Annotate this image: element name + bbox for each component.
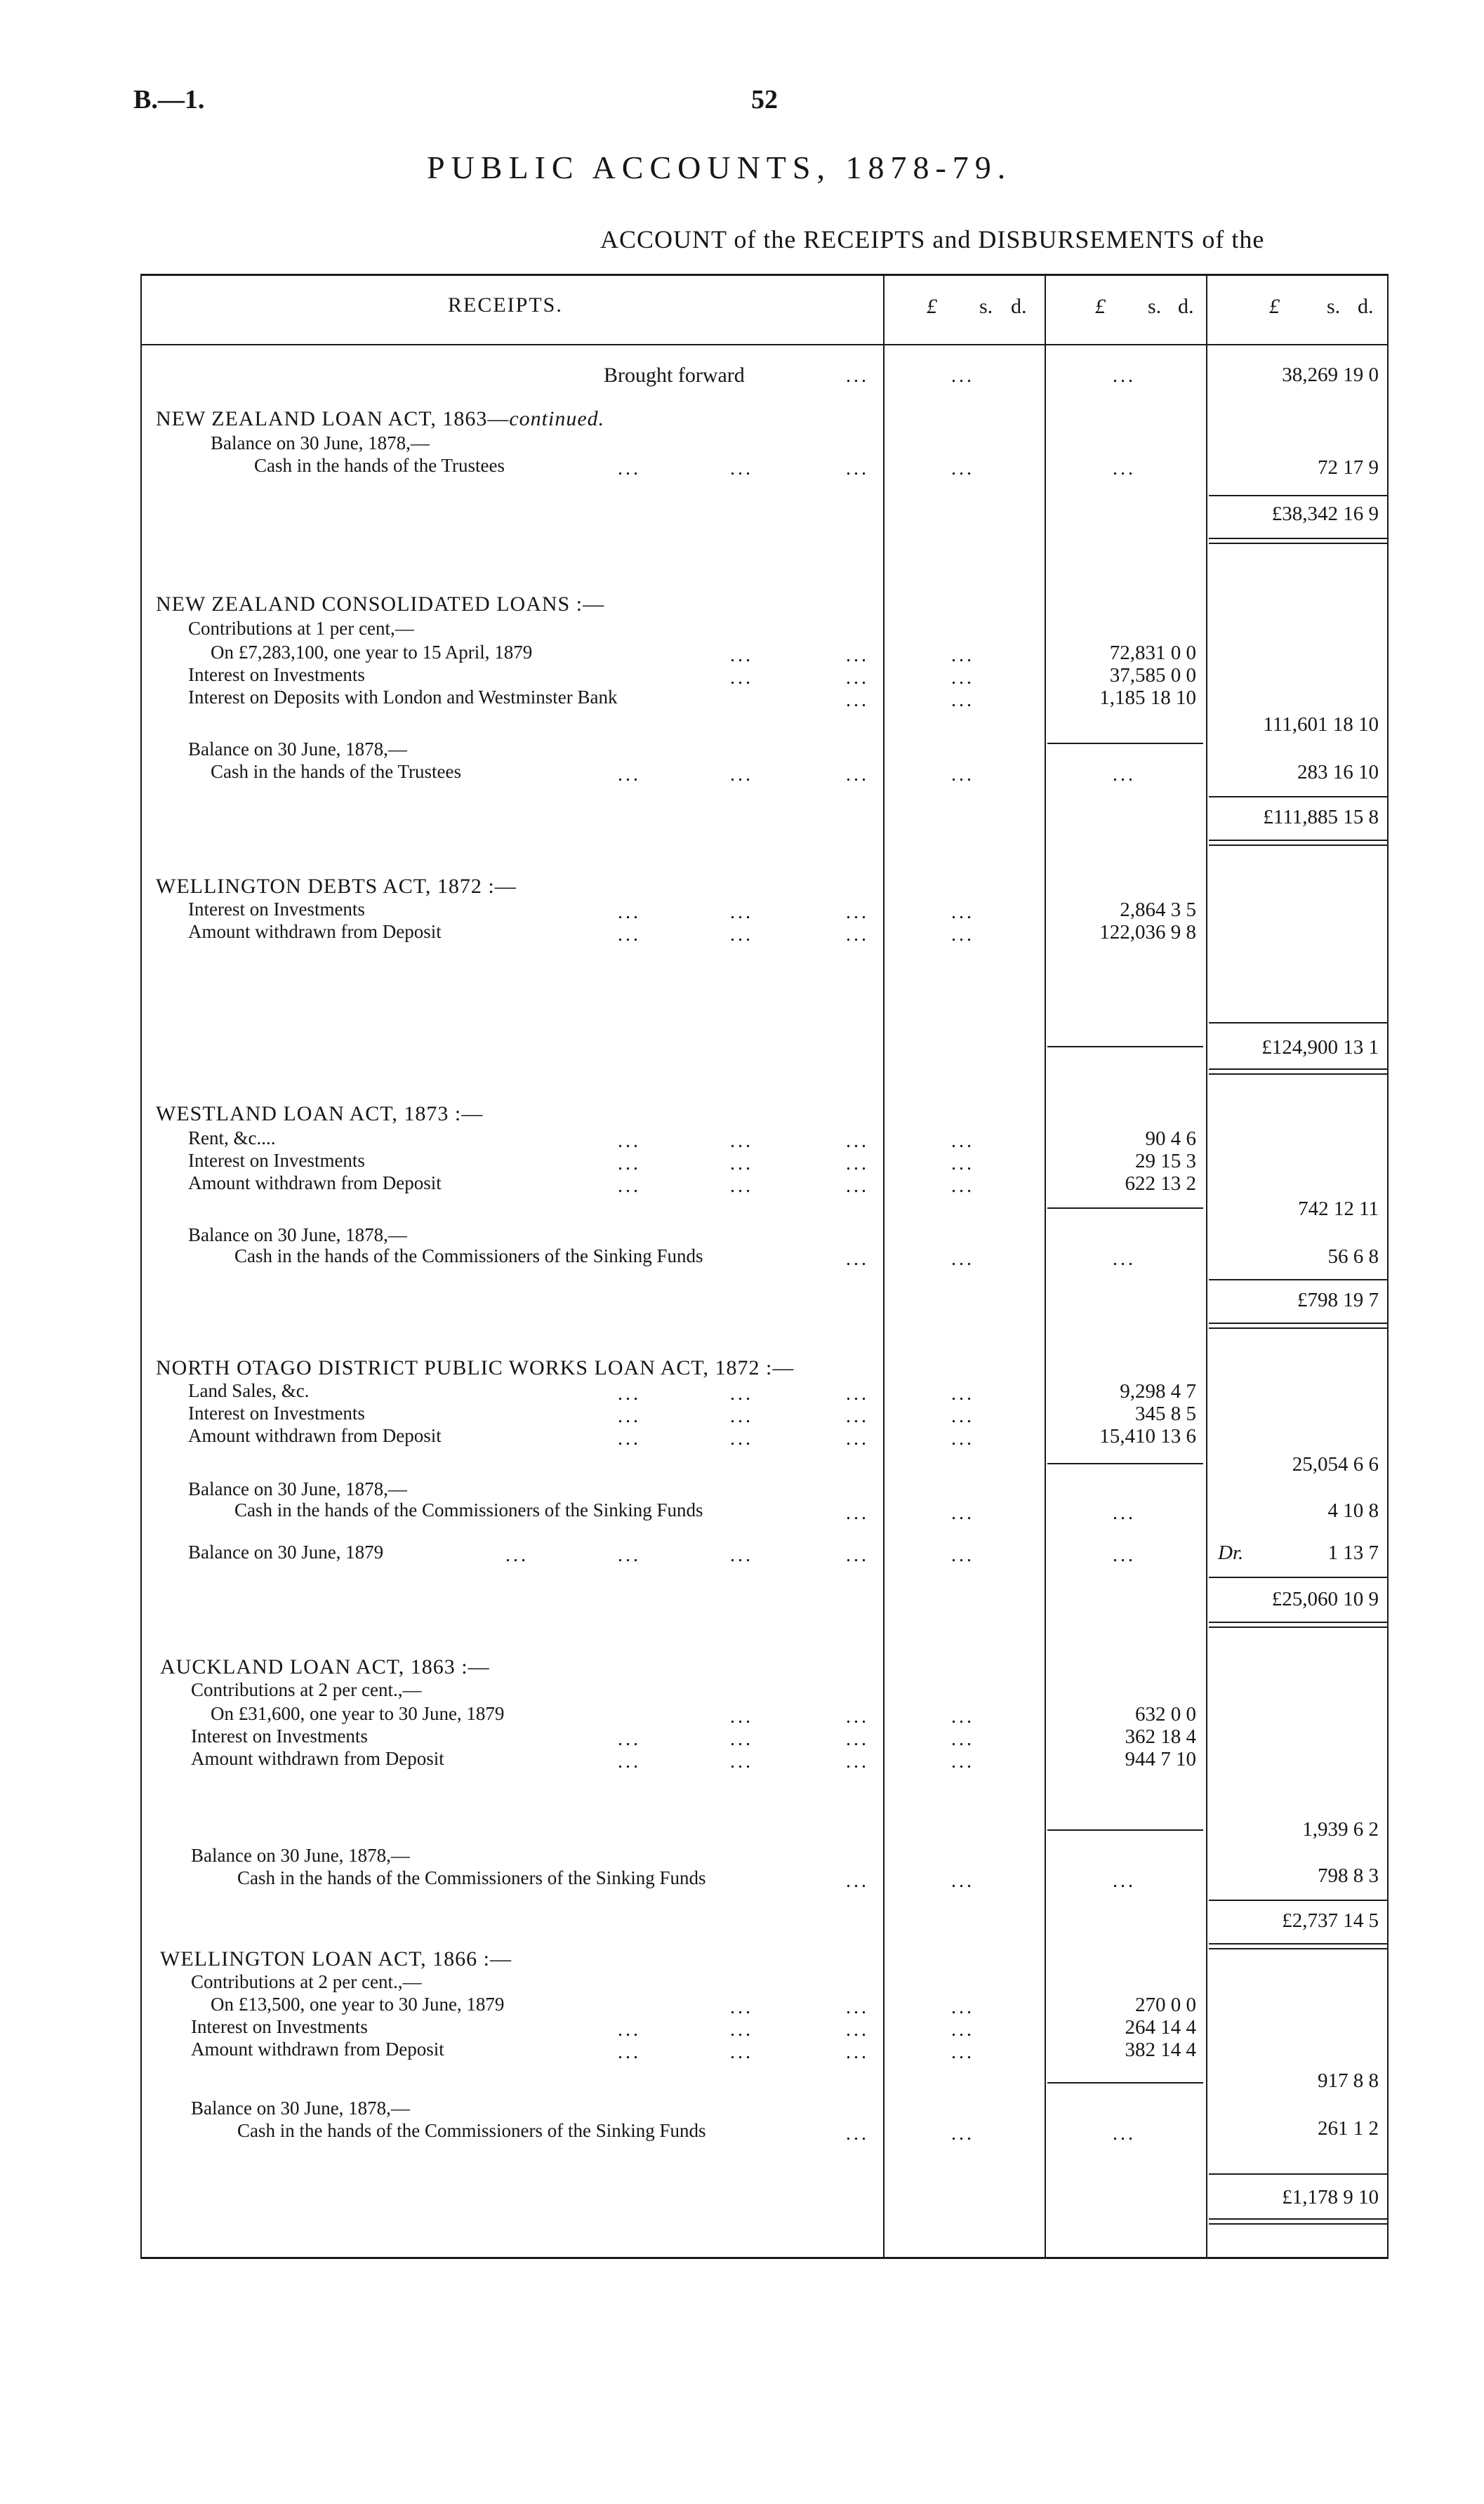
- ellipsis: ...: [618, 2019, 641, 2041]
- ellipsis: ...: [618, 1175, 641, 1197]
- left-border: [140, 274, 142, 2259]
- cash-label: Cash in the hands of the Trustees: [254, 455, 505, 476]
- section-title-westland: WESTLAND LOAN ACT, 1873 :—: [156, 1102, 484, 1125]
- balance-label: Balance on 30 June, 1878,—: [211, 432, 430, 453]
- ellipsis: ...: [951, 1383, 974, 1405]
- ellipsis: ...: [1113, 1544, 1136, 1566]
- ellipsis: ...: [951, 2041, 974, 2063]
- ellipsis: ...: [730, 1428, 753, 1450]
- ellipsis: ...: [951, 1996, 974, 2018]
- row-label: Land Sales, &c.: [188, 1380, 310, 1401]
- subtotal-rule: [1047, 1829, 1203, 1831]
- ellipsis: ...: [1113, 458, 1136, 479]
- contributions-label: Contributions at 2 per cent.,—: [191, 1679, 422, 1700]
- row-label: Interest on Investments: [188, 899, 365, 920]
- section-title-nz-consolidated: NEW ZEALAND CONSOLIDATED LOANS :—: [156, 592, 605, 616]
- total-rule: [1209, 1577, 1387, 1578]
- row-amount: 632 0 0: [1135, 1703, 1196, 1725]
- ellipsis: ...: [846, 644, 869, 666]
- grand-total: £2,737 14 5: [1282, 1909, 1379, 1932]
- row-amount: 90 4 6: [1145, 1127, 1196, 1150]
- row-label: Amount withdrawn from Deposit: [191, 2039, 444, 2060]
- row-amount: 270 0 0: [1135, 1994, 1196, 2016]
- row-label: Amount withdrawn from Deposit: [188, 1172, 442, 1193]
- cash-amount: 283 16 10: [1297, 761, 1379, 783]
- row-amount: 2,864 3 5: [1120, 899, 1196, 921]
- ellipsis: ...: [846, 901, 869, 923]
- row-label: Amount withdrawn from Deposit: [191, 1748, 444, 1769]
- ellipsis: ...: [951, 1544, 974, 1566]
- ellipsis: ...: [951, 901, 974, 923]
- header-bottom-rule: [140, 344, 1389, 345]
- ellipsis: ...: [1113, 1502, 1136, 1524]
- subtotal: 742 12 11: [1298, 1198, 1379, 1220]
- ellipsis: ...: [951, 1175, 974, 1197]
- ellipsis: ...: [951, 1502, 974, 1524]
- ellipsis: ...: [951, 667, 974, 689]
- row-label: On £7,283,100, one year to 15 April, 1879: [211, 642, 533, 663]
- row-label: Interest on Investments: [191, 2016, 368, 2037]
- ellipsis: ...: [846, 2041, 869, 2063]
- ellipsis: ...: [730, 667, 753, 689]
- ellipsis: ...: [846, 1728, 869, 1750]
- ellipsis: ...: [846, 689, 869, 711]
- ellipsis: ...: [951, 458, 974, 479]
- ellipsis: ...: [846, 1870, 869, 1892]
- double-rule: [1209, 840, 1387, 841]
- ellipsis: ...: [1113, 1248, 1136, 1270]
- subtotal: 1,939 6 2: [1302, 1818, 1379, 1841]
- col-divider-1: [883, 274, 885, 2259]
- ellipsis: ...: [730, 2041, 753, 2063]
- subtotal-rule: [1047, 1207, 1203, 1209]
- grand-total: £124,900 13 1: [1261, 1036, 1379, 1059]
- section-title-nz-loan-1863: NEW ZEALAND LOAN ACT, 1863—continued.: [156, 407, 605, 430]
- ellipsis: ...: [618, 764, 641, 786]
- ellipsis: ...: [730, 764, 753, 786]
- ellipsis: ...: [618, 1130, 641, 1152]
- ellipsis: ...: [1113, 1870, 1136, 1892]
- double-rule: [1209, 1323, 1387, 1324]
- ellipsis: ...: [951, 689, 974, 711]
- double-rule: [1209, 1073, 1387, 1075]
- cash-amount: 72 17 9: [1318, 456, 1379, 479]
- ellipsis: ...: [730, 1175, 753, 1197]
- row-amount: 944 7 10: [1125, 1748, 1196, 1770]
- cash-label: Cash in the hands of the Commissioners of the Sinking Funds: [237, 2120, 706, 2141]
- cash-label: Cash in the hands of the Commissioners of the Sinking Funds: [234, 1245, 703, 1266]
- ellipsis: ...: [846, 1405, 869, 1427]
- brought-forward-total: 38,269 19 0: [1282, 364, 1379, 386]
- row-amount: 122,036 9 8: [1099, 921, 1196, 943]
- ellipsis: ...: [730, 2019, 753, 2041]
- section-title-wellington-loan: WELLINGTON LOAN ACT, 1866 :—: [160, 1947, 512, 1970]
- contributions-label: Contributions at 2 per cent.,—: [191, 1971, 422, 1992]
- ellipsis: ...: [618, 2041, 641, 2063]
- ellipsis: ...: [951, 1706, 974, 1728]
- row-amount: 37,585 0 0: [1109, 664, 1196, 687]
- ellipsis: ...: [951, 1405, 974, 1427]
- row-label: Interest on Investments: [188, 664, 365, 685]
- balance-label: Balance on 30 June, 1878,—: [191, 1845, 410, 1866]
- ellipsis: ...: [505, 1544, 529, 1566]
- total-rule: [1209, 495, 1387, 496]
- balance-1879-amount: 1 13 7: [1327, 1542, 1379, 1564]
- row-amount: 362 18 4: [1125, 1725, 1196, 1748]
- grand-total: £798 19 7: [1297, 1289, 1379, 1311]
- page-number: 52: [751, 85, 778, 114]
- total-rule: [1209, 1022, 1387, 1024]
- total-rule: [1209, 1279, 1387, 1280]
- grand-total: £111,885 15 8: [1263, 806, 1379, 828]
- row-label: Amount withdrawn from Deposit: [188, 1425, 442, 1446]
- ellipsis: ...: [846, 764, 869, 786]
- ellipsis: ...: [846, 667, 869, 689]
- row-label: Rent, &c....: [188, 1127, 276, 1148]
- subtotal: 917 8 8: [1318, 2069, 1379, 2092]
- ellipsis: ...: [951, 2019, 974, 2041]
- ellipsis: ...: [846, 1751, 869, 1773]
- balance-label: Balance on 30 June, 1878,—: [188, 1478, 407, 1499]
- ellipsis: ...: [618, 458, 641, 479]
- row-label: Interest on Deposits with London and Westminster Bank: [188, 687, 618, 708]
- balance-1879-label: Balance on 30 June, 1879: [188, 1542, 384, 1563]
- ellipsis: ...: [846, 1383, 869, 1405]
- ellipsis: ...: [846, 1153, 869, 1174]
- row-label: On £31,600, one year to 30 June, 1879: [211, 1703, 505, 1724]
- balance-label: Balance on 30 June, 1878,—: [188, 738, 407, 760]
- ellipsis: ...: [730, 1130, 753, 1152]
- cash-amount: 4 10 8: [1327, 1499, 1379, 1522]
- cash-label: Cash in the hands of the Commissioners of the Sinking Funds: [237, 1867, 706, 1888]
- ellipsis: ...: [618, 1751, 641, 1773]
- cash-label: Cash in the hands of the Trustees: [211, 761, 461, 782]
- section-title-wellington-debts: WELLINGTON DEBTS ACT, 1872 :—: [156, 875, 517, 898]
- ellipsis: ...: [951, 1728, 974, 1750]
- row-amount: 264 14 4: [1125, 2016, 1196, 2039]
- double-rule: [1209, 543, 1387, 544]
- ellipsis: ...: [846, 365, 869, 387]
- brought-forward-label: Brought forward: [604, 364, 745, 387]
- ellipsis: ...: [951, 1153, 974, 1174]
- row-amount: 345 8 5: [1135, 1403, 1196, 1425]
- row-label: Interest on Investments: [188, 1150, 365, 1171]
- cash-label: Cash in the hands of the Commissioners of the Sinking Funds: [234, 1499, 703, 1521]
- cash-amount: 261 1 2: [1318, 2117, 1379, 2140]
- ellipsis: ...: [846, 1248, 869, 1270]
- ellipsis: ...: [730, 1751, 753, 1773]
- grand-total: £25,060 10 9: [1271, 1588, 1379, 1610]
- row-amount: 29 15 3: [1135, 1150, 1196, 1172]
- ellipsis: ...: [951, 1130, 974, 1152]
- row-amount: 15,410 13 6: [1099, 1425, 1196, 1448]
- double-rule: [1209, 1327, 1387, 1329]
- ellipsis: ...: [846, 2123, 869, 2145]
- double-rule: [1209, 1627, 1387, 1628]
- ellipsis: ...: [846, 1706, 869, 1728]
- double-rule: [1209, 1948, 1387, 1949]
- ellipsis: ...: [951, 365, 974, 387]
- row-label: On £13,500, one year to 30 June, 1879: [211, 1994, 505, 2015]
- cash-amount: 798 8 3: [1318, 1864, 1379, 1887]
- col-divider-2: [1045, 274, 1046, 2259]
- receipts-column-header: RECEIPTS.: [448, 293, 563, 317]
- ellipsis: ...: [951, 2123, 974, 2145]
- ellipsis: ...: [846, 1175, 869, 1197]
- ellipsis: ...: [618, 1405, 641, 1427]
- ellipsis: ...: [618, 924, 641, 946]
- document-reference: B.—1.: [133, 85, 205, 114]
- table-bottom-rule: [140, 2257, 1389, 2259]
- ellipsis: ...: [618, 1153, 641, 1174]
- grand-total: £1,178 9 10: [1282, 2186, 1379, 2208]
- ellipsis: ...: [951, 1870, 974, 1892]
- ellipsis: ...: [846, 458, 869, 479]
- ellipsis: ...: [730, 1728, 753, 1750]
- ellipsis: ...: [846, 924, 869, 946]
- ellipsis: ...: [1113, 365, 1136, 387]
- ellipsis: ...: [730, 1405, 753, 1427]
- account-subtitle: ACCOUNT of the RECEIPTS and DISBURSEMENTS of the: [600, 225, 1265, 253]
- section-title-north-otago: NORTH OTAGO DISTRICT PUBLIC WORKS LOAN ACT, 1872 :—: [156, 1356, 795, 1379]
- ellipsis: ...: [730, 901, 753, 923]
- ellipsis: ...: [846, 1502, 869, 1524]
- ellipsis: ...: [951, 644, 974, 666]
- double-rule: [1209, 844, 1387, 846]
- row-amount: 72,831 0 0: [1109, 642, 1196, 664]
- subtotal-rule: [1047, 2082, 1203, 2084]
- ellipsis: ...: [1113, 2123, 1136, 2145]
- total-rule: [1209, 1900, 1387, 1901]
- ellipsis: ...: [730, 1544, 753, 1566]
- double-rule: [1209, 2218, 1387, 2220]
- double-rule: [1209, 1068, 1387, 1070]
- ellipsis: ...: [730, 458, 753, 479]
- right-border: [1387, 274, 1389, 2259]
- grand-total: £38,342 16 9: [1271, 503, 1379, 525]
- double-rule: [1209, 2223, 1387, 2225]
- ellipsis: ...: [618, 1728, 641, 1750]
- subtotal-rule: [1047, 743, 1203, 744]
- cash-amount: 56 6 8: [1327, 1245, 1379, 1268]
- ellipsis: ...: [846, 1544, 869, 1566]
- total-rule: [1209, 2173, 1387, 2175]
- section-title-auckland: AUCKLAND LOAN ACT, 1863 :—: [160, 1655, 490, 1678]
- ellipsis: ...: [618, 1383, 641, 1405]
- ellipsis: ...: [846, 1130, 869, 1152]
- ellipsis: ...: [618, 1544, 641, 1566]
- total-rule: [1209, 796, 1387, 797]
- col-divider-3: [1206, 274, 1207, 2259]
- balance-label: Balance on 30 June, 1878,—: [188, 1224, 407, 1245]
- double-rule: [1209, 538, 1387, 539]
- ellipsis: ...: [951, 1428, 974, 1450]
- ellipsis: ...: [951, 764, 974, 786]
- ellipsis: ...: [730, 1383, 753, 1405]
- ellipsis: ...: [618, 901, 641, 923]
- debit-label: Dr.: [1218, 1542, 1244, 1564]
- ellipsis: ...: [730, 1706, 753, 1728]
- ellipsis: ...: [730, 1996, 753, 2018]
- ellipsis: ...: [951, 1751, 974, 1773]
- ellipsis: ...: [846, 2019, 869, 2041]
- contributions-label: Contributions at 1 per cent,—: [188, 618, 414, 639]
- ellipsis: ...: [951, 1248, 974, 1270]
- ellipsis: ...: [618, 1428, 641, 1450]
- table-top-rule: [140, 274, 1389, 276]
- ellipsis: ...: [1113, 764, 1136, 786]
- row-amount: 1,185 18 10: [1099, 687, 1196, 709]
- double-rule: [1209, 1622, 1387, 1623]
- row-amount: 9,298 4 7: [1120, 1380, 1196, 1403]
- page-title: PUBLIC ACCOUNTS, 1878-79.: [427, 150, 1012, 185]
- row-label: Interest on Investments: [188, 1403, 365, 1424]
- row-amount: 622 13 2: [1125, 1172, 1196, 1195]
- row-amount: 382 14 4: [1125, 2039, 1196, 2061]
- balance-label: Balance on 30 June, 1878,—: [191, 2098, 410, 2119]
- ellipsis: ...: [730, 1153, 753, 1174]
- subtotal: 25,054 6 6: [1292, 1453, 1379, 1476]
- ellipsis: ...: [730, 644, 753, 666]
- ellipsis: ...: [846, 1428, 869, 1450]
- subtotal-rule: [1047, 1463, 1203, 1464]
- row-label: Amount withdrawn from Deposit: [188, 921, 442, 942]
- ellipsis: ...: [846, 1996, 869, 2018]
- ellipsis: ...: [730, 924, 753, 946]
- row-label: Interest on Investments: [191, 1725, 368, 1747]
- ellipsis: ...: [951, 924, 974, 946]
- subtotal-rule: [1047, 1046, 1203, 1047]
- double-rule: [1209, 1943, 1387, 1945]
- subtotal: 111,601 18 10: [1263, 713, 1379, 736]
